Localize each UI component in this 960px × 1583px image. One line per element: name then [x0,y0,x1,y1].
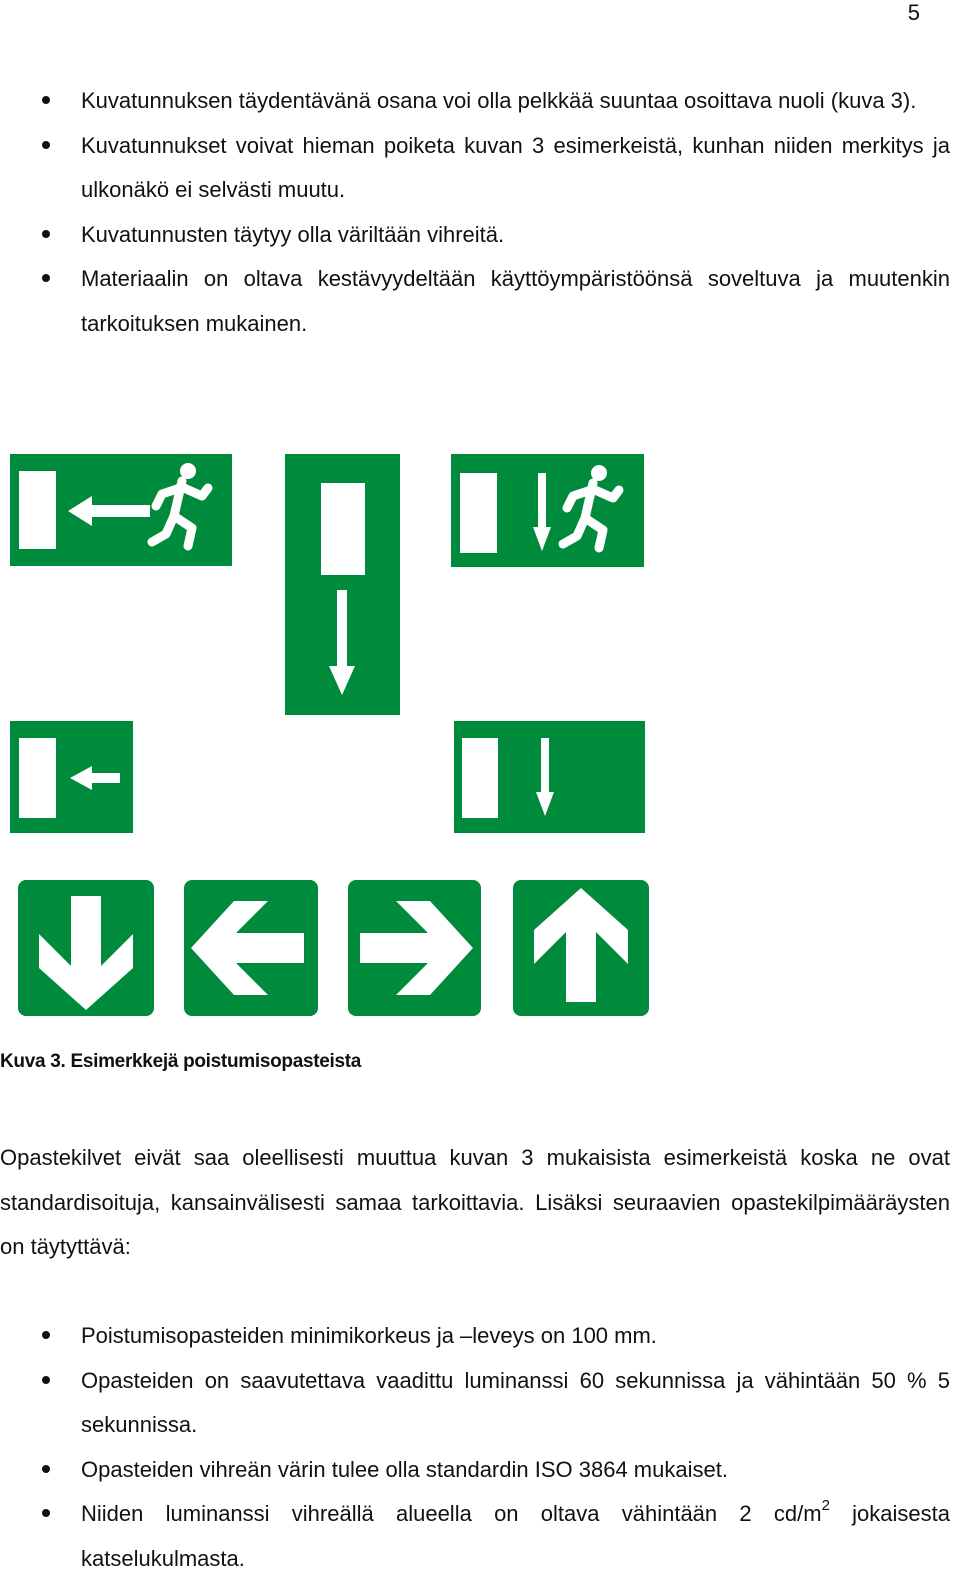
list-item: Opasteiden on saavutettava vaadittu luminanssi 60 sekunnissa ja vähintään 50 % 5 sekunnissa. [0,1359,950,1448]
figure-caption: Kuva 3. Esimerkkejä poistumisopasteista [0,1051,362,1072]
arrow-left-sign [184,880,318,1016]
list-item: Materiaalin on oltava kestävyydeltään käyttöympäristöönsä soveltuva ja muutenkin tarkoituksen mukainen. [0,257,950,346]
luminance-text-end: jokaisesta katselukulmasta. [81,1501,951,1571]
list-item: Kuvatunnusten täytyy olla väriltään vihreitä. [0,213,950,258]
list-item: Kuvatunnukset voivat hieman poiketa kuvan 3 esimerkeistä, kunhan niiden merkitys ja ulkonäkö ei selvästi muutu. [0,124,950,213]
requirements-list-2 [0,1314,950,1581]
exit-down-vertical-sign [285,454,400,715]
arrow-up-sign [513,880,649,1016]
list-item: Opasteiden vihreän värin tulee olla standardin ISO 3864 mukaiset. [0,1448,950,1493]
list-item: Poistumisopasteiden minimikorkeus ja –leveys on 100 mm. [0,1314,950,1359]
exit-left-sign [10,721,133,833]
list-item [0,1492,950,1581]
page-number: 5 [907,0,920,25]
list-item: Kuvatunnuksen täydentävänä osana voi olla pelkkää suuntaa osoittava nuoli (kuva 3). [0,79,950,124]
body-paragraph: Opastekilvet eivät saa oleellisesti muuttua kuvan 3 mukaisista esimerkeistä koska ne ovat standardisoituja, kansainvälisesti samaa tarkoittavia. Lisäksi seuraavien opastekilpimääräysten on täytyttävä: [0,1145,950,1259]
exit-left-running-person-sign [10,454,232,566]
arrow-down-sign [18,880,154,1016]
arrow-right-sign [348,880,481,1016]
exit-down-sign [454,721,645,833]
superscript: 2 [821,1496,830,1514]
exit-down-running-person-sign [451,454,644,567]
luminance-text: Niiden luminanssi vihreällä alueella on oltava vähintään 2 cd/m [81,1501,822,1526]
